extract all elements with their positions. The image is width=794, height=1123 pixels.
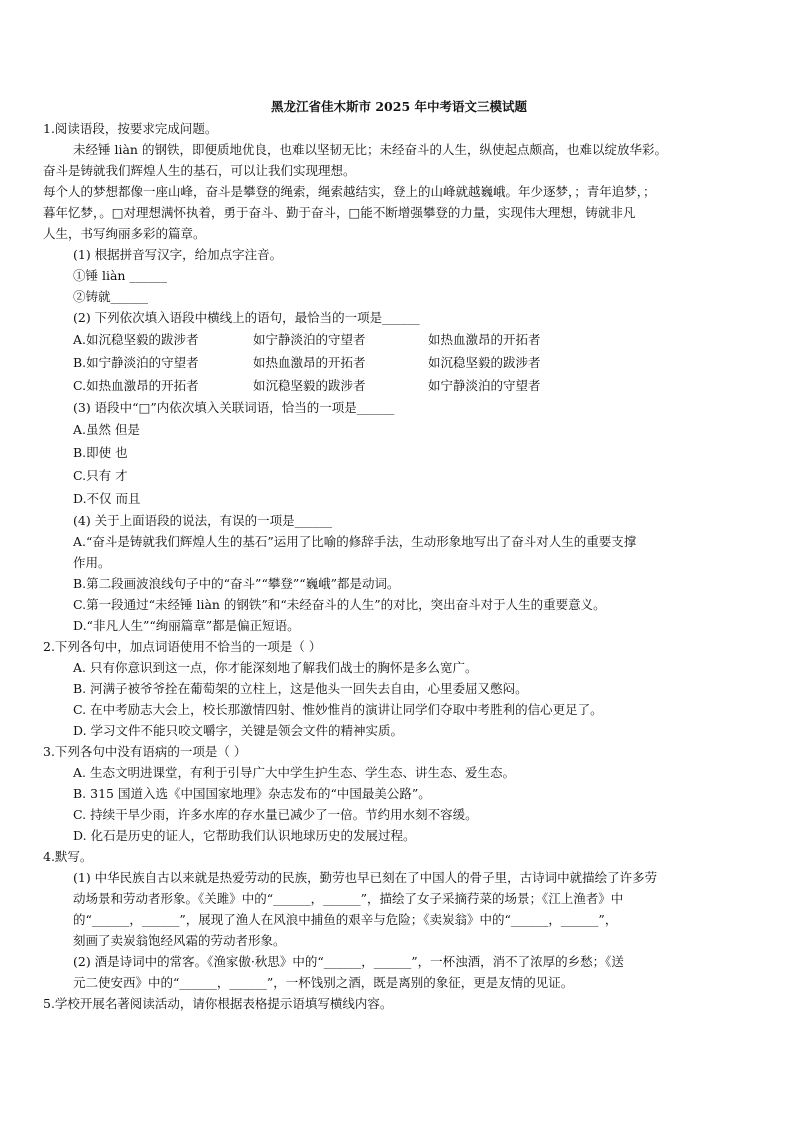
question-2-heading: 2.下列各句中，加点词语使用不恰当的一项是（ ） xyxy=(43,639,322,654)
option-text: 如宁静淡泊的守望者 xyxy=(253,332,366,347)
subquestion-4: (4) 关于上面语段的说法，有误的一项是______ xyxy=(73,513,333,528)
subquestion-4-option-c: C.第一段通过“未经锤 liàn 的钢铁”和“未经奋斗的人生”的对比，突出奋斗对于人生的重要意义。 xyxy=(73,597,606,612)
question-4-part-1: (1) 中华民族自古以来就是热爱劳动的民族，勤劳也早已刻在了中国人的骨子里，古诗词中就描绘了许多劳 xyxy=(73,870,658,885)
question-4-heading: 4.默写。 xyxy=(43,849,93,864)
question-1-heading: 1.阅读语段，按要求完成问题。 xyxy=(43,121,218,136)
option-text: 如热血激昂的开拓者 xyxy=(253,355,366,370)
question-3-heading: 3.下列各句中没有语病的一项是（ ） xyxy=(43,744,247,759)
option-text: 如沉稳坚毅的跋涉者 xyxy=(428,355,541,370)
page-title: 黑龙江省佳木斯市 2025 年中考语文三模试题 xyxy=(271,99,527,114)
passage-paragraph-2: 每个人的梦想都像一座山峰，奋斗是攀登的绳索，绳索越结实，登上的山峰就越巍峨。年少逐梦，；青年追梦，； xyxy=(43,184,656,199)
subquestion-3-option-d: D.不仅 而且 xyxy=(73,491,141,506)
question-3-option-d: D. 化石是历史的证人，它帮助我们认识地球历史的发展过程。 xyxy=(73,828,416,843)
option-text: B.如宁静淡泊的守望者 xyxy=(73,355,199,370)
exam-page xyxy=(43,97,755,1014)
subquestion-2-option-c xyxy=(43,374,755,397)
option-text: C.如热血激昂的开拓者 xyxy=(73,378,199,393)
subquestion-3-option-a: A.虽然 但是 xyxy=(73,422,140,437)
question-4-part-2-cont: 元二使安西》中的“______，______”，一杯饯别之酒，既是离别的象征，更是友情的见证。 xyxy=(73,975,574,990)
passage-paragraph-2-end: 人生，书写绚丽多彩的篇章。 xyxy=(43,226,206,241)
option-text: 如宁静淡泊的守望者 xyxy=(428,378,541,393)
subquestion-1-item-1: ①锤 liàn ______ xyxy=(73,268,167,283)
subquestion-1: (1) 根据拼音写汉字，给加点字注音。 xyxy=(73,247,283,262)
subquestion-3-option-c: C.只有 才 xyxy=(73,468,128,483)
subquestion-2: (2) 下列依次填入语段中横线上的语句，最恰当的一项是______ xyxy=(73,310,420,325)
question-3-option-c: C. 持续干旱少雨，许多水库的存水量已减少了一倍。节约用水刻不容缓。 xyxy=(73,807,478,822)
subquestion-3-option-b: B.即使 也 xyxy=(73,445,128,460)
passage-paragraph-1: 未经锤 liàn 的钢铁，即便质地优良，也难以坚韧无比；未经奋斗的人生，纵使起点颇高，也难以绽放华彩。 xyxy=(73,142,667,157)
question-2-option-a: A. 只有你意识到这一点，你才能深刻地了解我们战士的胸怀是多么宽广。 xyxy=(73,660,478,675)
subquestion-4-option-a: A.“奋斗是铸就我们辉煌人生的基石”运用了比喻的修辞手法，生动形象地写出了奋斗对人生的重要支撑 xyxy=(73,534,637,549)
question-2-option-d: D. 学习文件不能只咬文嚼字，关键是领会文件的精神实质。 xyxy=(73,723,404,738)
question-4-part-2: (2) 酒是诗词中的常客。《渔家傲·秋思》中的“______，______”，一杯浊酒，消不了浓厚的乡愁；《送 xyxy=(73,954,624,969)
question-4-part-1-cont: 的“______，______”，展现了渔人在风浪中捕鱼的艰辛与危险；《卖炭翁》中的“______，______”， xyxy=(73,912,618,927)
subquestion-2-option-a xyxy=(43,328,755,351)
passage-paragraph-1-cont: 奋斗是铸就我们辉煌人生的基石，可以让我们实现理想。 xyxy=(43,163,356,178)
option-text: 如热血激昂的开拓者 xyxy=(428,332,541,347)
subquestion-1-item-2: ②铸就______ xyxy=(73,289,149,304)
question-4-part-1-cont: 动场景和劳动者形象。《关雎》中的“______，______”，描绘了女子采摘荇菜的场景；《江上渔者》中 xyxy=(73,891,624,906)
question-4-part-1-end: 刻画了卖炭翁饱经风霜的劳动者形象。 xyxy=(73,933,286,948)
question-3-option-b: B. 315 国道入选《中国国家地理》杂志发布的“中国最美公路”。 xyxy=(73,786,431,801)
subquestion-2-option-b xyxy=(43,351,755,374)
subquestion-4-option-a-cont: 作用。 xyxy=(73,555,111,570)
question-2-option-b: B. 河满子被爷爷拴在葡萄架的立柱上，这是他头一回失去自由，心里委屈又憋闷。 xyxy=(73,681,528,696)
question-3-option-a: A. 生态文明进课堂，有利于引导广大中学生护生态、学生态、讲生态、爱生态。 xyxy=(73,765,515,780)
question-5-heading: 5.学校开展名著阅读活动，请你根据表格提示语填写横线内容。 xyxy=(43,996,393,1011)
passage-paragraph-2-cont: 暮年忆梦，。□对理想满怀执着，勇于奋斗、勤于奋斗，□能不断增强攀登的力量，实现伟大理想，铸就非凡 xyxy=(43,205,636,220)
subquestion-4-option-d: D.“非凡人生”“绚丽篇章”都是偏正短语。 xyxy=(73,618,300,633)
question-2-option-c: C. 在中考励志大会上，校长那激情四射、惟妙惟肖的演讲让同学们夺取中考胜利的信心更足了。 xyxy=(73,702,603,717)
option-text: A.如沉稳坚毅的跋涉者 xyxy=(73,332,199,347)
subquestion-4-option-b: B.第二段画波浪线句子中的“奋斗”“攀登”“巍峨”都是动词。 xyxy=(73,576,400,591)
option-text: 如沉稳坚毅的跋涉者 xyxy=(253,378,366,393)
subquestion-3: (3) 语段中“□”内依次填入关联词语，恰当的一项是______ xyxy=(73,400,395,415)
